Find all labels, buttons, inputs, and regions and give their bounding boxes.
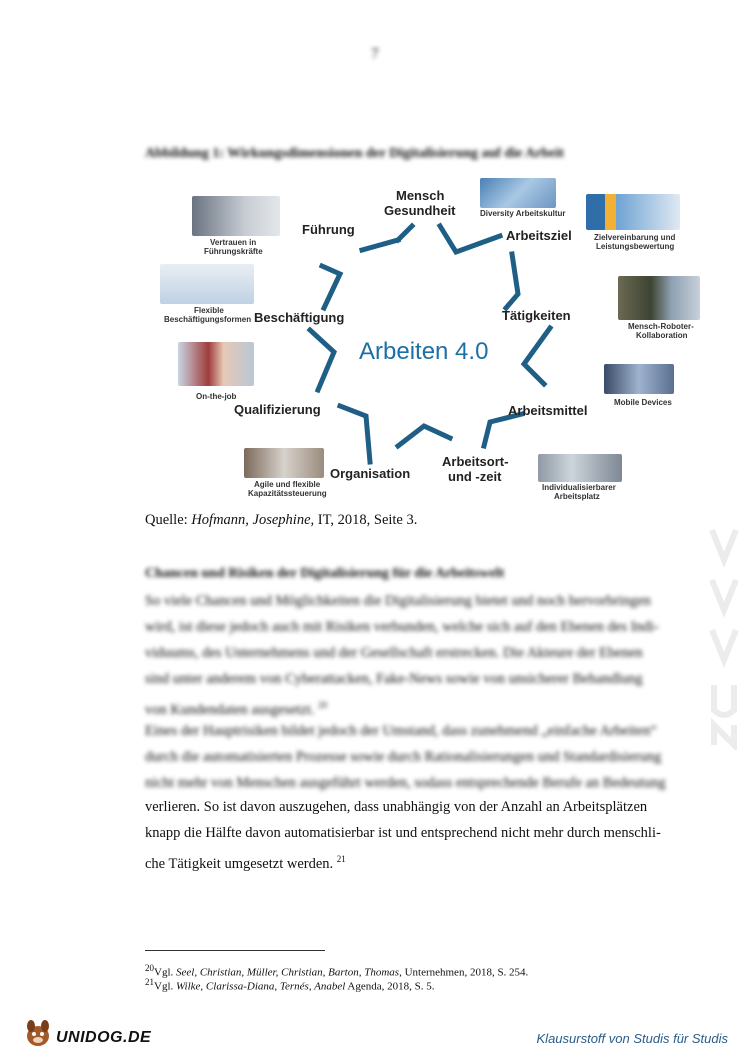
dim-gesundheit: Gesundheit	[384, 203, 456, 218]
dim-arbeitsziel: Arbeitsziel	[506, 228, 572, 243]
cap-onthejob: On-the-job	[196, 392, 237, 401]
center-label: Arbeiten 4.0	[359, 338, 489, 365]
star-segment	[362, 240, 398, 250]
figure-source	[145, 512, 417, 529]
cap-flexible-1: Flexible	[194, 306, 224, 315]
cap-arbeitsplatz-1: Individualisierbarer	[542, 483, 616, 492]
cap-fuehrung-1: Vertrauen in	[210, 238, 257, 247]
figure-arbeiten-4-0	[150, 178, 710, 508]
flexible-forms-illustration	[160, 264, 254, 304]
workplace-photo	[538, 454, 622, 482]
dim-arbeitsmittel: Arbeitsmittel	[508, 403, 588, 418]
star-segment	[322, 266, 340, 308]
cap-arbeitsplatz-2: Arbeitsplatz	[554, 492, 600, 501]
star-segment	[310, 330, 334, 390]
mobile-devices-photo	[604, 364, 674, 394]
footnote-ref: 20	[318, 700, 328, 710]
cap-diversity: Diversity Arbeitskultur	[480, 209, 566, 218]
logo-text: UNIDOG.DE	[56, 1029, 152, 1046]
star-segment	[440, 226, 500, 252]
star-segment	[398, 426, 450, 446]
target-agreement-photo	[586, 194, 680, 230]
paragraph-1	[145, 588, 680, 723]
star-segment	[398, 226, 412, 240]
cap-mobile: Mobile Devices	[614, 398, 672, 407]
text-line: wird, ist diese jedoch auch mit Risiken verbunden, welche sich auf den Ebenen des Indi-	[145, 619, 659, 635]
dim-qualifizierung: Qualifizierung	[234, 402, 321, 417]
leadership-photo	[192, 196, 280, 236]
cap-kapazitaet-1: Agile und flexible	[254, 480, 321, 489]
dim-arbeitszeit: und -zeit	[448, 469, 502, 484]
star-segment	[506, 254, 518, 308]
text-line: So viele Chancen und Möglichkeiten die Digitalisierung bietet und noch hervorbringen	[145, 593, 651, 609]
figure-caption: Abbildung 1: Wirkungsdimensionen der Digitalisierung auf die Arbeit	[145, 146, 564, 161]
text-line: verlieren. So ist davon auszugehen, dass unabhängig von der Anzahl an Arbeitsplätzen	[145, 799, 648, 815]
text-line: von Kundendaten ausgesetzt. $^{20}$	[145, 700, 328, 718]
source-rest: IT, 2018, Seite 3.	[314, 512, 418, 528]
paragraph-3	[145, 794, 680, 877]
page-number: 7	[371, 46, 379, 62]
source-prefix: Quelle:	[145, 512, 192, 528]
robot-collaboration-photo	[618, 276, 700, 320]
text-line: che Tätigkeit umgesetzt werden. $^{21}$	[145, 854, 346, 872]
text-line: sind unter anderem von Cyberattacken, Fake-News sowie von unsicherer Behandlung	[145, 671, 643, 687]
cap-kapazitaet-2: Kapazitätssteuerung	[248, 489, 327, 498]
cap-fuehrung-2: Führungskräfte	[204, 247, 263, 256]
text-line: knapp die Hälfte davon automatisierbar ist und entsprechend nicht mehr durch menschli-	[145, 825, 661, 841]
text-line: nicht mehr von Menschen ausgeführt werden, sodass entsprechende Berufe an Bedeutung	[145, 775, 666, 791]
footnote-separator	[145, 950, 325, 951]
footnote-ref: 21	[336, 854, 346, 864]
watermark	[704, 520, 744, 750]
dim-fuehrung: Führung	[302, 222, 355, 237]
cap-mrk-2: Kollaboration	[636, 331, 688, 340]
dim-mensch: Mensch	[396, 188, 445, 203]
footnote-20: $^{20}$Vgl. Seel, Christian, Müller, Christian, Barton, Thomas, Unternehmen, 2018, S. 254.	[145, 963, 529, 979]
source-author: Hofmann, Josephine,	[191, 512, 315, 528]
text-line: durch die automatisierten Prozesse sowie durch Rationalisierungen und Standardisierung	[145, 749, 662, 765]
star-segment	[340, 406, 370, 462]
cap-flexible-2: Beschäftigungsformen	[164, 315, 252, 324]
diversity-photo	[480, 178, 556, 208]
paragraph-2	[145, 718, 680, 796]
star-segment	[524, 328, 550, 384]
on-the-job-photo	[178, 342, 254, 386]
star-segment	[484, 414, 522, 446]
section-heading: Chancen und Risiken der Digitalisierung für die Arbeitswelt	[145, 566, 505, 581]
dim-arbeitsort: Arbeitsort-	[442, 454, 509, 469]
dim-beschaeftigung: Beschäftigung	[254, 310, 345, 325]
text-line: viduums, des Unternehmens und der Gesellschaft erstrecken. Die Akteure der Ebenen	[145, 645, 643, 661]
cap-zielvereinbarung-2: Leistungsbewertung	[596, 242, 675, 251]
text-line: Eines der Hauptrisiken bildet jedoch der Umstand, dass zunehmend „einfache Arbeiten“	[145, 723, 657, 739]
dim-taetigkeiten: Tätigkeiten	[502, 308, 571, 323]
capacity-photo	[244, 448, 324, 478]
cap-zielvereinbarung-1: Zielvereinbarung und	[594, 233, 676, 242]
dim-organisation: Organisation	[330, 466, 411, 481]
footnote-21: $^{21}$Vgl. Wilke, Clarissa-Diana, Ternés, Anabel Agenda, 2018, S. 5.	[145, 977, 435, 993]
cap-mrk-1: Mensch-Roboter-	[628, 322, 694, 331]
footer-tagline: Klausurstoff von Studis für Studis	[536, 1031, 728, 1046]
